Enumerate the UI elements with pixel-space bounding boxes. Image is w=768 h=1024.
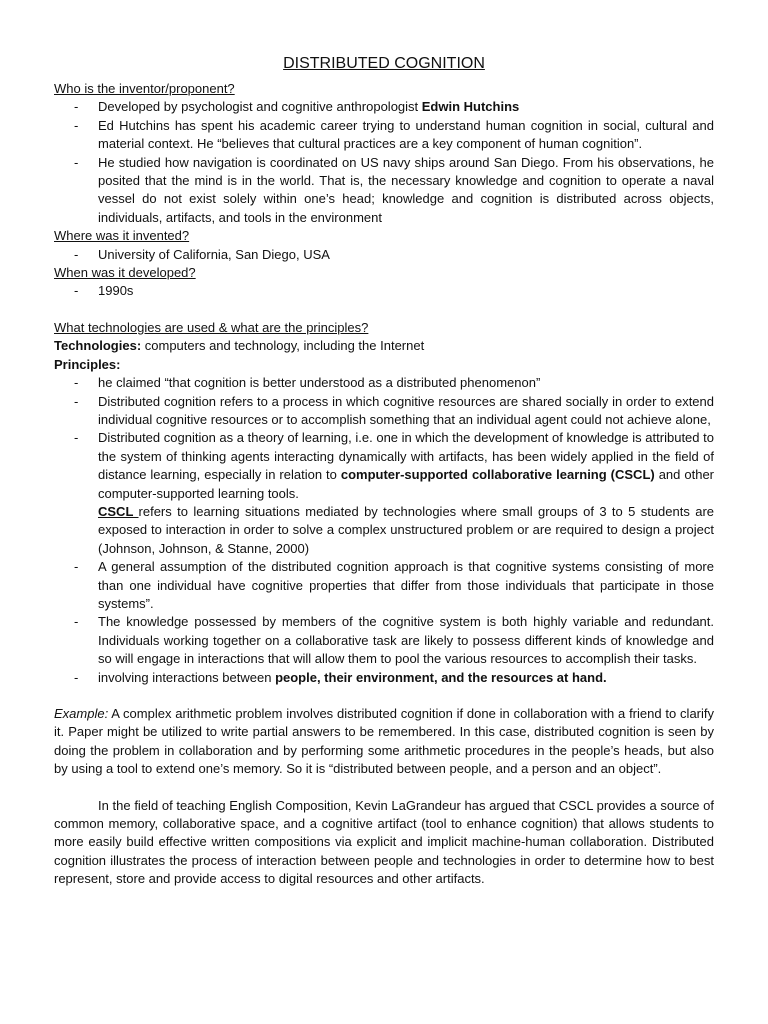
- question-when: When was it developed?: [54, 265, 196, 281]
- example-label: Example:: [54, 706, 109, 721]
- question-inventor: Who is the inventor/proponent?: [54, 81, 235, 96]
- list-item: - University of California, San Diego, USA: [54, 246, 714, 264]
- final-paragraph: In the field of teaching English Composition, Kevin LaGrandeur has argued that CSCL provides a source of common memory, collaborative space, and a cognitive artifact (tool to enhance cognition) that allows students to more easily build effective written compositions via explicit and implicit machine-human collaboration. Distributed cognition illustrates the process of interaction between people and technologies in order to determine how to best represent, store and provide access to digital resources and other artifacts.: [54, 797, 714, 887]
- list-item: - he claimed “that cognition is better understood as a distributed phenomenon”: [54, 374, 714, 392]
- principles-heading: Principles:: [54, 356, 121, 372]
- spacer: [54, 301, 714, 319]
- principles-list-continued: [54, 558, 714, 687]
- when-list: [54, 282, 714, 300]
- list-item: - Distributed cognition as a theory of learning, i.e. one in which the development of knowledge is attributed to the system of thinking agents interacting dynamically with artifacts, has been widely applied in the field of distance learning, especially in relation to computer-supported collaborative learning (CSCL) and other computer-supported learning tools.: [54, 429, 714, 503]
- list-item: - Developed by psychologist and cognitive anthropologist Edwin Hutchins: [54, 98, 714, 116]
- list-item: - involving interactions between people, their environment, and the resources at hand.: [54, 669, 714, 687]
- question-technologies: What technologies are used & what are the principles?: [54, 319, 369, 335]
- list-item: - Distributed cognition refers to a process in which cognitive resources are shared socially in order to extend individual cognitive resources or to accomplish something that an individual agent could not achieve alone,: [54, 393, 714, 430]
- list-item: - Ed Hutchins has spent his academic career trying to understand human cognition in social, cultural and material context. He “believes that cultural practices are a key component of human cognition”.: [54, 117, 714, 154]
- list-item: - A general assumption of the distributed cognition approach is that cognitive systems consisting of more than one individual have cognitive properties that differ from those individuals that participate in those systems”.: [54, 558, 714, 613]
- list-item: - The knowledge possessed by members of the cognitive system is both highly variable and redundant. Individuals working together on a collaborative task are likely to possess different kinds of knowledge and so will engage in interactions that will allow them to pool the various resources to accomplish their tasks.: [54, 613, 714, 668]
- example-paragraph: Example: A complex arithmetic problem involves distributed cognition if done in collaboration with a friend to clarify it. Paper might be utilized to write partial answers to be remembered. In this case, distributed cognition is seen by doing the problem in collaboration and by performing some arithmetic procedures in the people’s heads, but also by using a tool to extend one’s memory. So it is “distributed between people, and a person and an object”.: [54, 706, 714, 777]
- spacer: [54, 779, 714, 797]
- inventor-list: [54, 98, 714, 227]
- document-title: DISTRIBUTED COGNITION: [283, 55, 485, 72]
- cscl-definition: CSCL refers to learning situations mediated by technologies where small groups of 3 to 5 students are exposed to interaction in order to solve a complex unstructured problem or are required to design a project (Johnson, Johnson, & Stanne, 2000): [98, 503, 715, 556]
- list-item: - He studied how navigation is coordinated on US navy ships around San Diego. From his observations, he posited that the mind is in the world. That is, the necessary knowledge and cognition to operate a naval vessel do not exist solely within one’s head; knowledge and cognition is distributed across objects, individuals, artifacts, and tools in the environment: [54, 154, 714, 228]
- technologies-line: Technologies: computers and technology, including the Internet: [54, 338, 425, 354]
- list-item: - 1990s: [54, 282, 714, 300]
- where-list: [54, 246, 714, 264]
- question-where: Where was it invented?: [54, 228, 190, 244]
- inventor-name: Edwin Hutchins: [421, 99, 520, 115]
- spacer: [54, 687, 714, 705]
- principles-list: [54, 374, 714, 503]
- cscl-term: CSCL: [98, 503, 139, 519]
